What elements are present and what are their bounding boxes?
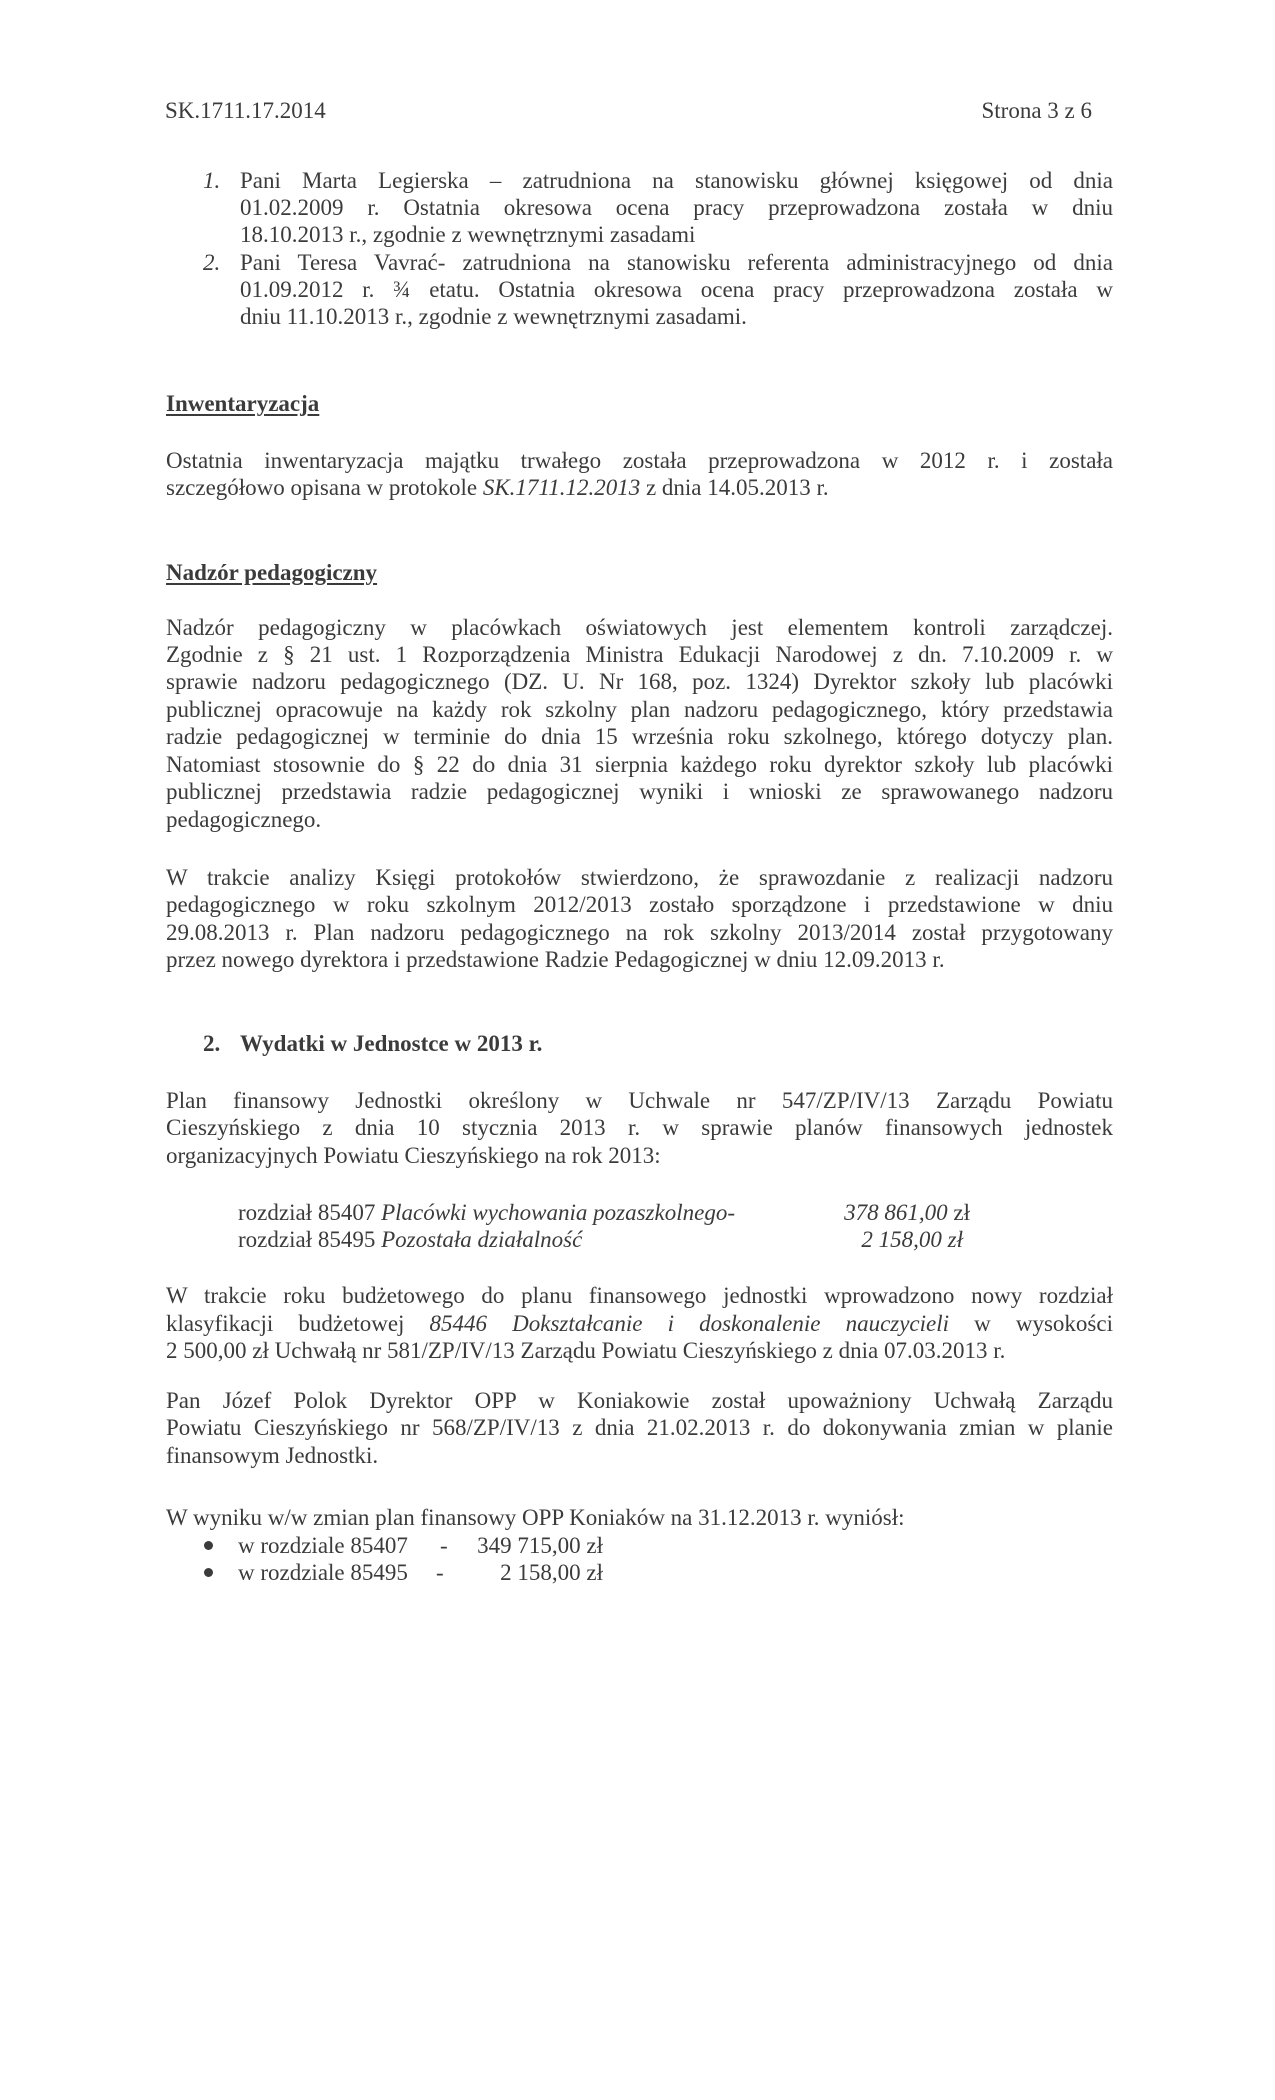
text-segment: z dnia 14.05.2013 r. [640, 475, 829, 500]
plan-row-amount [820, 1199, 970, 1226]
list-item-line: 01.09.2012 r. ¾ etatu. Ostatnia okresowa ocena pracy przeprowadzona została w [240, 277, 1113, 302]
list-number: 2. [203, 250, 221, 275]
list-number: 1. [203, 168, 221, 193]
result-label: w rozdziale 85495 [238, 1560, 408, 1585]
currency: zł [953, 1200, 970, 1225]
text-segment: klasyfikacji budżetowej [166, 1311, 430, 1336]
plan-row-amount [813, 1226, 963, 1253]
paragraph-line: organizacyjnych Powiatu Cieszyńskiego na rok 2013: [166, 1143, 661, 1168]
document-reference: SK.1711.17.2014 [165, 98, 326, 123]
paragraph-line: 29.08.2013 r. Plan nadzoru pedagogicznego na rok szkolny 2013/2014 został przygotowany [166, 920, 1113, 945]
section-heading-expenses: Wydatki w Jednostce w 2013 r. [240, 1031, 543, 1056]
plan-row-label [238, 1226, 582, 1253]
chapter-name: 85446 Dokształcanie i doskonalenie nauczycieli [429, 1311, 950, 1336]
paragraph-line: W trakcie roku budżetowego do planu finansowego jednostki wprowadzono nowy rozdział [166, 1283, 1113, 1308]
currency: zł [947, 1227, 963, 1252]
paragraph-line: finansowym Jednostki. [166, 1443, 379, 1468]
text-segment: szczegółowo opisana w protokole [166, 475, 483, 500]
amount-value: 2 158,00 [861, 1227, 942, 1252]
list-item-line: 01.02.2009 r. Ostatnia okresowa ocena pracy przeprowadzona została w dniu [240, 195, 1113, 220]
paragraph-line: pedagogicznego w roku szkolnym 2012/2013 zostało sporządzone i przedstawione w dniu [166, 892, 1113, 917]
section-number: 2. [203, 1031, 221, 1056]
protocol-reference: SK.1711.12.2013 [482, 475, 641, 500]
paragraph-line: Powiatu Cieszyńskiego nr 568/ZP/IV/13 z dnia 21.02.2013 r. do dokonywania zmian w planie [166, 1415, 1113, 1440]
paragraph-line: publicznej przedstawia radzie pedagogicznej wyniki i wnioski ze sprawowanego nadzoru [166, 779, 1113, 804]
paragraph-line: Cieszyńskiego z dnia 10 stycznia 2013 r. w sprawie planów finansowych jednostek [166, 1115, 1113, 1140]
result-label: w rozdziale 85407 [238, 1533, 408, 1558]
paragraph-line: Plan finansowy Jednostki określony w Uchwale nr 547/ZP/IV/13 Zarządu Powiatu [166, 1088, 1113, 1113]
paragraph-line: Pan Józef Polok Dyrektor OPP w Koniakowie został upoważniony Uchwałą Zarządu [166, 1388, 1113, 1413]
bullet-icon [204, 1541, 213, 1550]
paragraph-line: przez nowego dyrektora i przedstawione Radzie Pedagogicznej w dniu 12.09.2013 r. [166, 947, 945, 972]
list-item-line: 18.10.2013 r., zgodnie z wewnętrznymi zasadami [240, 222, 696, 247]
chapter-code: rozdział 85407 [238, 1200, 382, 1225]
result-amount: 2 158,00 zł [500, 1560, 603, 1585]
plan-row-label [238, 1199, 735, 1226]
text-segment: w wysokości [949, 1311, 1113, 1336]
section-heading-supervision: Nadzór pedagogiczny [166, 560, 378, 585]
page-number: Strona 3 z 6 [981, 98, 1092, 123]
paragraph-line [166, 1310, 1113, 1337]
paragraph-line [166, 474, 1113, 501]
list-item-line: Pani Teresa Vavrać- zatrudniona na stanowisku referenta administracyjnego od dnia [240, 250, 1113, 275]
chapter-name: Placówki wychowania pozaszkolnego- [381, 1200, 735, 1225]
paragraph-line: publicznej opracowuje na każdy rok szkolny plan nadzoru pedagogicznego, który przedstawia [166, 697, 1113, 722]
result-intro: W wyniku w/w zmian plan finansowy OPP Koniaków na 31.12.2013 r. wyniósł: [166, 1505, 905, 1530]
paragraph-line: W trakcie analizy Księgi protokołów stwierdzono, że sprawozdanie z realizacji nadzoru [166, 865, 1113, 890]
amount-value: 378 861,00 [844, 1200, 948, 1225]
section-heading-inventory: Inwentaryzacja [166, 391, 320, 416]
result-amount: 349 715,00 zł [477, 1533, 603, 1558]
chapter-code: rozdział 85495 [238, 1227, 382, 1252]
paragraph-line: Natomiast stosownie do § 22 do dnia 31 sierpnia każdego roku dyrektor szkoły lub placówki [166, 752, 1113, 777]
list-item-line: dniu 11.10.2013 r., zgodnie z wewnętrznymi zasadami. [240, 304, 747, 329]
paragraph-line: 2 500,00 zł Uchwałą nr 581/ZP/IV/13 Zarządu Powiatu Cieszyńskiego z dnia 07.03.2013 r. [166, 1338, 1006, 1363]
paragraph-line: Zgodnie z § 21 ust. 1 Rozporządzenia Ministra Edukacji Narodowej z dn. 7.10.2009 r. w [166, 642, 1113, 667]
paragraph-line: sprawie nadzoru pedagogicznego (DZ. U. Nr 168, poz. 1324) Dyrektor szkoły lub placówki [166, 669, 1113, 694]
result-dash: - [440, 1533, 448, 1558]
list-item-line: Pani Marta Legierska – zatrudniona na stanowisku głównej księgowej od dnia [240, 168, 1113, 193]
paragraph-line: Ostatnia inwentaryzacja majątku trwałego została przeprowadzona w 2012 r. i została [166, 448, 1113, 473]
result-dash: - [436, 1560, 444, 1585]
bullet-icon [204, 1568, 213, 1577]
paragraph-line: radzie pedagogicznej w terminie do dnia 15 września roku szkolnego, którego dotyczy plan. [166, 724, 1113, 749]
paragraph-line: pedagogicznego. [166, 807, 322, 832]
paragraph-line: Nadzór pedagogiczny w placówkach oświatowych jest elementem kontroli zarządczej. [166, 615, 1113, 640]
chapter-name: Pozostała działalność [381, 1227, 583, 1252]
